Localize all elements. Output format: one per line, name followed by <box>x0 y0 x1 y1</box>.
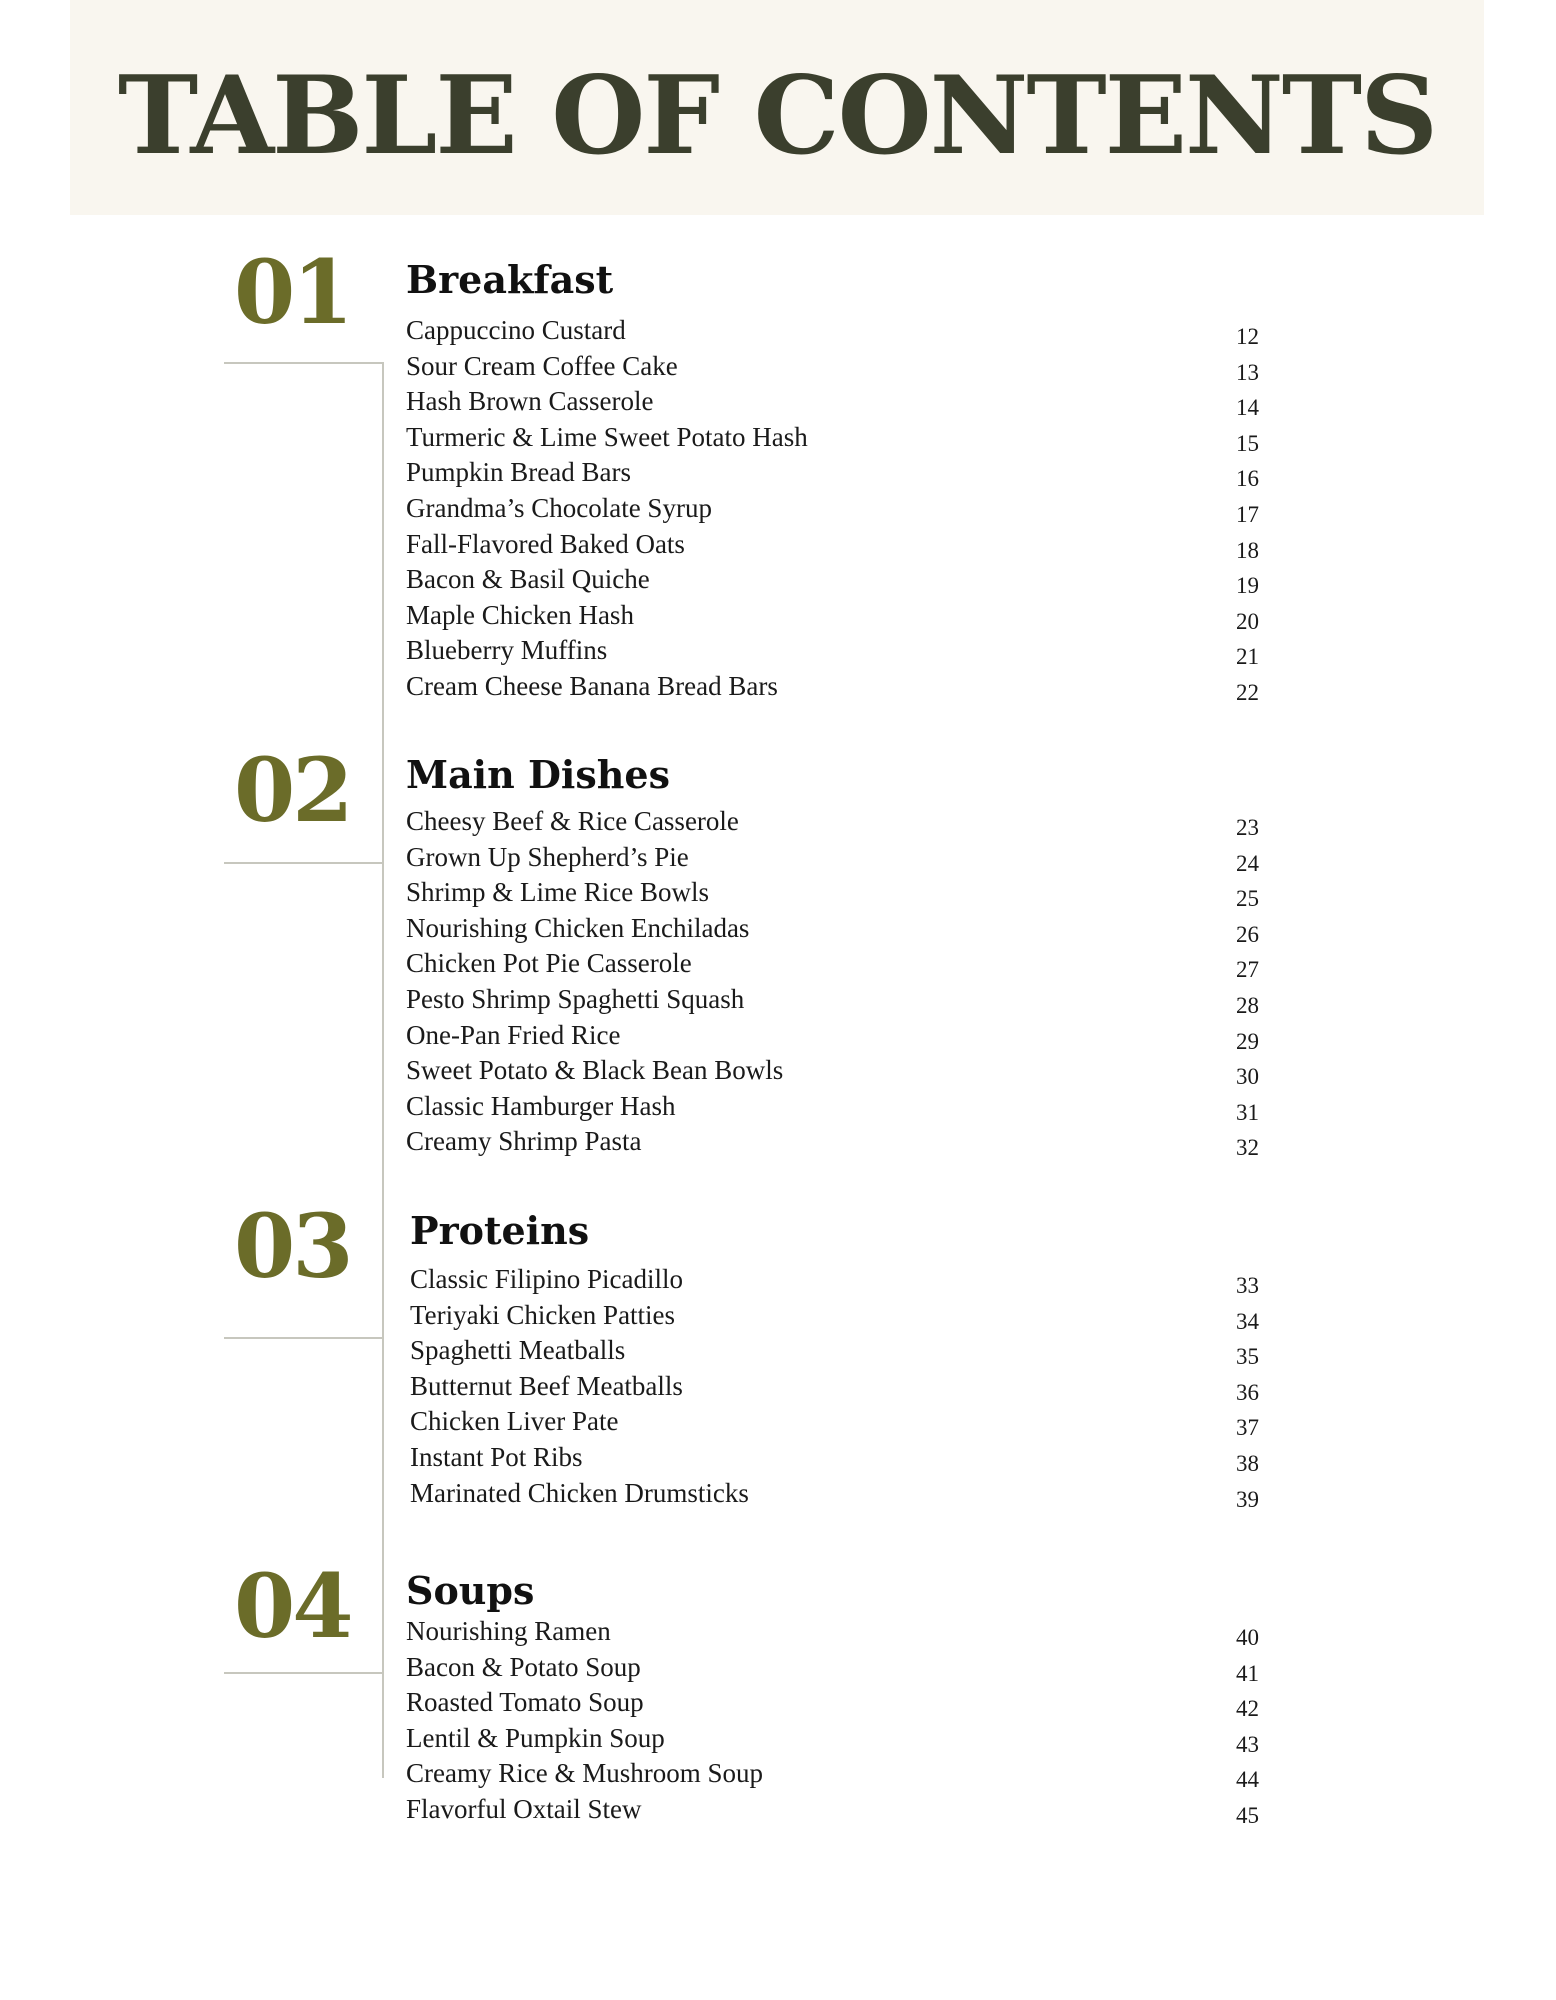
item-page-number: 20 <box>1236 608 1259 634</box>
item-title: Fall-Flavored Baked Oats <box>406 528 685 559</box>
item-page-number: 12 <box>1236 324 1259 349</box>
title-banner <box>70 0 1484 215</box>
section-title: Soups <box>406 1568 535 1613</box>
item-title: Teriyaki Chicken Patties <box>410 1299 676 1330</box>
list-item[interactable] <box>406 808 1286 844</box>
item-title: Hash Brown Casserole <box>406 386 654 417</box>
item-page-number: 34 <box>1236 1308 1259 1334</box>
item-page-number: 28 <box>1236 992 1259 1018</box>
section-divider-line <box>224 1672 384 1674</box>
item-page-number: 45 <box>1236 1802 1259 1828</box>
vertical-divider-line <box>382 363 384 1778</box>
item-title: Nourishing Ramen <box>406 1616 611 1646</box>
list-item[interactable] <box>406 566 1286 602</box>
list-item[interactable] <box>406 637 1286 673</box>
section-item-list <box>406 317 1286 709</box>
list-item[interactable] <box>410 1477 1290 1516</box>
list-item[interactable] <box>406 1090 1286 1129</box>
list-item[interactable] <box>406 317 1286 353</box>
item-page-number: 43 <box>1236 1731 1259 1757</box>
item-page-number: 14 <box>1236 395 1259 421</box>
section-divider-line <box>224 1337 384 1339</box>
item-title: Turmeric & Lime Sweet Potato Hash <box>406 421 808 452</box>
list-item[interactable] <box>406 1793 1286 1832</box>
section-number: 04 <box>234 1554 351 1658</box>
list-item[interactable] <box>406 1689 1286 1725</box>
list-item[interactable] <box>406 350 1286 389</box>
item-page-number: 38 <box>1236 1450 1259 1476</box>
section-item-list <box>406 808 1286 1164</box>
list-item[interactable] <box>410 1408 1290 1444</box>
section-number: 03 <box>234 1194 351 1298</box>
item-title: Chicken Liver Pate <box>410 1406 619 1437</box>
item-title: Flavorful Oxtail Stew <box>406 1793 642 1824</box>
item-title: Creamy Rice & Mushroom Soup <box>406 1758 763 1789</box>
item-title: Pumpkin Bread Bars <box>406 457 631 488</box>
item-title: Cheesy Beef & Rice Casserole <box>406 806 739 836</box>
list-item[interactable] <box>406 1057 1286 1093</box>
item-title: Chicken Pot Pie Casserole <box>406 948 692 979</box>
item-title: Cream Cheese Banana Bread Bars <box>406 670 778 701</box>
list-item[interactable] <box>406 1618 1286 1654</box>
section-title: Proteins <box>410 1208 590 1253</box>
item-title: Instant Pot Ribs <box>410 1441 583 1472</box>
list-item[interactable] <box>406 1019 1286 1058</box>
item-page-number: 39 <box>1236 1486 1259 1512</box>
item-title: Roasted Tomato Soup <box>406 1687 644 1718</box>
item-title: Sweet Potato & Black Bean Bowls <box>406 1055 784 1086</box>
item-title: Classic Filipino Picadillo <box>410 1264 684 1294</box>
item-title: Lentil & Pumpkin Soup <box>406 1722 665 1753</box>
item-page-number: 16 <box>1236 466 1259 492</box>
item-page-number: 33 <box>1236 1273 1259 1298</box>
section-item-list <box>410 1266 1290 1515</box>
item-page-number: 21 <box>1236 644 1259 670</box>
item-page-number: 22 <box>1236 679 1259 705</box>
list-item[interactable] <box>406 492 1286 531</box>
item-title: One-Pan Fried Rice <box>406 1019 621 1050</box>
item-title: Shrimp & Lime Rice Bowls <box>406 877 709 908</box>
item-page-number: 35 <box>1236 1344 1259 1370</box>
item-title: Pesto Shrimp Spaghetti Squash <box>406 983 745 1014</box>
item-page-number: 27 <box>1236 957 1259 983</box>
item-page-number: 36 <box>1236 1379 1259 1405</box>
item-page-number: 19 <box>1236 573 1259 599</box>
list-item[interactable] <box>406 983 1286 1022</box>
list-item[interactable] <box>406 1651 1286 1690</box>
list-item[interactable] <box>410 1266 1290 1302</box>
item-page-number: 23 <box>1236 815 1259 840</box>
list-item[interactable] <box>406 950 1286 986</box>
item-page-number: 40 <box>1236 1625 1259 1650</box>
section-title: Main Dishes <box>406 752 670 797</box>
item-title: Butternut Beef Meatballs <box>410 1370 683 1401</box>
item-title: Bacon & Basil Quiche <box>406 564 650 595</box>
item-page-number: 24 <box>1236 850 1259 876</box>
item-title: Cappuccino Custard <box>406 315 626 345</box>
item-title: Classic Hamburger Hash <box>406 1090 676 1121</box>
item-title: Maple Chicken Hash <box>406 599 634 630</box>
item-title: Spaghetti Meatballs <box>410 1335 626 1366</box>
item-page-number: 29 <box>1236 1028 1259 1054</box>
section-divider-line <box>224 362 384 364</box>
item-page-number: 37 <box>1236 1415 1259 1441</box>
section-divider-line <box>224 862 384 864</box>
item-page-number: 17 <box>1236 501 1259 527</box>
section-number: 01 <box>234 240 351 344</box>
item-page-number: 31 <box>1236 1099 1259 1125</box>
list-item[interactable] <box>406 528 1286 567</box>
item-page-number: 42 <box>1236 1696 1259 1722</box>
list-item[interactable] <box>406 599 1286 638</box>
item-page-number: 41 <box>1236 1660 1259 1686</box>
list-item[interactable] <box>406 459 1286 495</box>
item-title: Bacon & Potato Soup <box>406 1651 641 1682</box>
item-title: Grown Up Shepherd’s Pie <box>406 841 689 872</box>
item-title: Marinated Chicken Drumsticks <box>410 1477 749 1508</box>
item-page-number: 15 <box>1236 430 1259 456</box>
item-title: Nourishing Chicken Enchiladas <box>406 912 750 943</box>
item-title: Sour Cream Coffee Cake <box>406 350 678 381</box>
list-item[interactable] <box>410 1337 1290 1373</box>
list-item[interactable] <box>406 879 1286 915</box>
list-item[interactable] <box>410 1299 1290 1338</box>
section-title: Breakfast <box>406 257 614 302</box>
list-item[interactable] <box>406 421 1286 460</box>
list-item[interactable] <box>406 841 1286 880</box>
item-page-number: 44 <box>1236 1767 1259 1793</box>
item-title: Grandma’s Chocolate Syrup <box>406 492 712 523</box>
item-page-number: 18 <box>1236 537 1259 563</box>
list-item[interactable] <box>410 1370 1290 1409</box>
section-number: 02 <box>234 738 351 842</box>
item-page-number: 25 <box>1236 886 1259 912</box>
list-item[interactable] <box>410 1441 1290 1480</box>
page-title: TABLE OF CONTENTS <box>117 53 1437 179</box>
section-item-list <box>406 1618 1286 1832</box>
list-item[interactable] <box>406 670 1286 709</box>
list-item[interactable] <box>406 1760 1286 1796</box>
item-page-number: 13 <box>1236 359 1259 385</box>
list-item[interactable] <box>406 388 1286 424</box>
item-page-number: 30 <box>1236 1064 1259 1090</box>
item-page-number: 32 <box>1236 1135 1259 1161</box>
list-item[interactable] <box>406 1128 1286 1164</box>
list-item[interactable] <box>406 1722 1286 1761</box>
item-title: Blueberry Muffins <box>406 635 608 666</box>
item-title: Creamy Shrimp Pasta <box>406 1126 642 1157</box>
list-item[interactable] <box>406 912 1286 951</box>
item-page-number: 26 <box>1236 921 1259 947</box>
